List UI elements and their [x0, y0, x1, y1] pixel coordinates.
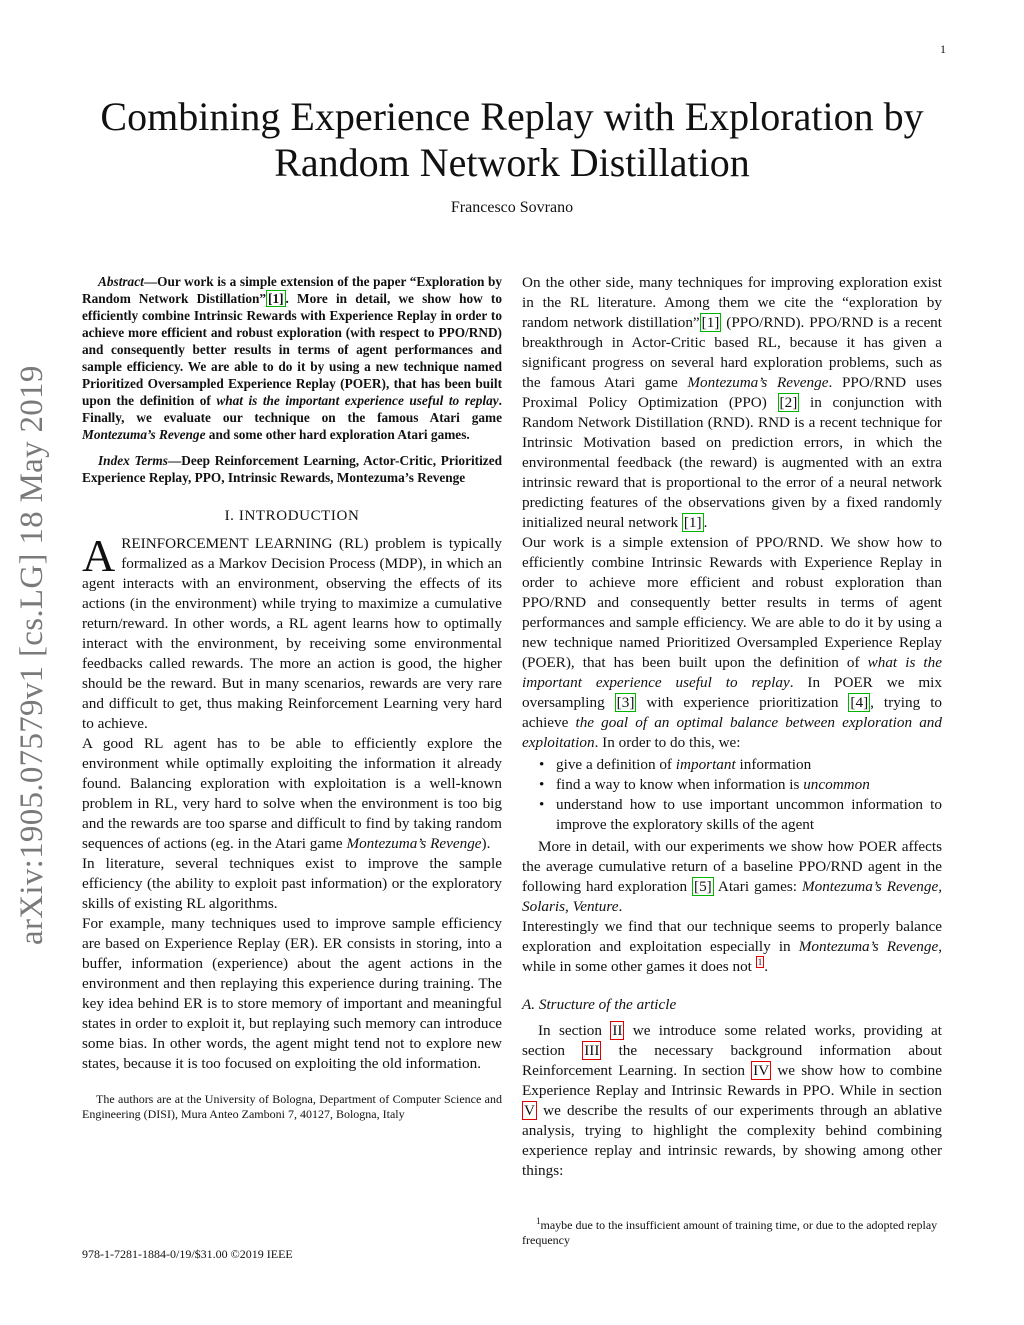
affiliation-footnote: The authors are at the University of Bologna, Department of Computer Science and Engineering (DISI), Mura Anteo Zamboni 7, 40127, Bologna, Italy	[82, 1092, 502, 1121]
body-text: .	[764, 958, 768, 975]
abstract-text: Our work is a simple extension of the paper “Exploration by Random Network Distillation”	[82, 274, 502, 306]
body-text: More in detail, with our experiments we show how POER affects the average cumulative return of a baseline PPO/RND agent in the following hard exploration	[522, 838, 942, 895]
intro-emphasis: Montezuma’s Revenge	[346, 835, 482, 852]
abstract	[82, 273, 502, 443]
section-link[interactable]: II	[612, 1022, 623, 1039]
abstract-dash: —	[143, 274, 158, 289]
citation-link[interactable]: [5]	[694, 878, 712, 895]
body-paragraph	[522, 1021, 942, 1181]
body-text: .	[618, 898, 623, 915]
citation-link[interactable]: [1]	[683, 514, 702, 531]
body-text: . In order to do this, we:	[594, 734, 741, 751]
list-emphasis: important	[675, 756, 736, 773]
body-emphasis: the goal of an optimal balance between exploration and exploitation	[522, 714, 942, 751]
paper-title: Combining Experience Replay with Exploration by Random Network Distillation	[100, 94, 924, 185]
body-text: . PPO/RND uses Proximal Policy Optimization (PPO)	[522, 374, 942, 411]
list-item	[556, 775, 942, 795]
footnote-link[interactable]: 1	[757, 956, 763, 967]
body-text: with experience prioritization	[636, 694, 849, 711]
body-text: . In POER we mix oversampling	[522, 674, 942, 711]
intro-paragraph: For example, many techniques used to improve sample efficiency are based on Experience Replay (ER). ER consists in storing, into a buffer, information (experience) about the agent actions in the environment and then replaying this experience during training. The key idea behind ER is to store memory of important and meaningful states in order to exploit it, but replaying such memory can introduce some bias. In other words, the agent might tend not to explore new states, because it is too focused on exploiting the old information.	[82, 915, 502, 1072]
index-terms-text: —Deep Reinforcement Learning, Actor-Critic, Prioritized Experience Replay, PPO, Intrinsic Rewards, Montezuma’s Revenge	[82, 453, 503, 485]
citation-link[interactable]: [1]	[268, 291, 284, 306]
abstract-label: Abstract	[98, 274, 144, 289]
body-emphasis: Montezuma’s Revenge	[798, 938, 939, 955]
citation-link[interactable]: [2]	[779, 394, 798, 411]
citation-link[interactable]: [4]	[850, 694, 869, 711]
body-text: the necessary background information about Reinforcement Learning. In section	[522, 1042, 942, 1079]
list-text: find a way to know when information is	[556, 776, 804, 793]
body-text: In section	[538, 1022, 611, 1039]
citation-link[interactable]: [1]	[701, 314, 720, 331]
section-heading: I. INTRODUCTION	[224, 508, 360, 524]
body-paragraph	[522, 273, 942, 533]
list-item: • understand how to use important uncommon information to improve the exploratory skills of the agent	[556, 795, 942, 835]
drop-cap: A	[82, 530, 116, 581]
body-paragraph	[522, 917, 942, 977]
right-column	[522, 273, 942, 1181]
section-link[interactable]: III	[584, 1042, 600, 1059]
body-emphasis: Montezuma’s Revenge	[687, 374, 829, 391]
citation-link[interactable]: [3]	[616, 694, 635, 711]
body-emphasis: Montezuma’s Revenge, Solaris, Venture	[522, 878, 942, 915]
left-column	[82, 273, 502, 1122]
body-paragraph	[522, 837, 942, 917]
intro-paragraph: In literature, several techniques exist to improve the sample efficiency (the ability to exploit past information) or the exploratory skills of existing RL algorithms.	[82, 855, 502, 912]
subsection-heading: A. Structure of the article	[522, 996, 677, 1013]
intro-paragraph	[82, 530, 502, 734]
footnote-mark: 1	[536, 1216, 541, 1226]
body-text: , trying to achieve	[522, 694, 943, 731]
abstract-emphasis: Montezuma’s Revenge	[82, 427, 206, 442]
body-text: in conjunction with Random Network Distillation (RND). RND is a recent technique for Intrinsic Motivation based on prediction errors, in which the environmental feedback (the reward) is augmented with an extra intrinsic reward that is proportional to the error of a neural network predicting features of the observations given by a fixed randomly initialized neural network	[522, 394, 942, 531]
copyright-line: 978-1-7281-1884-0/19/$31.00 ©2019 IEEE	[82, 1247, 293, 1261]
footnote-text: maybe due to the insufficient amount of training time, or due to the adopted replay frequency	[522, 1218, 938, 1247]
author-name: Francesco Sovrano	[450, 199, 574, 216]
body-emphasis: what is the important experience useful to replay	[522, 654, 942, 691]
body-text: we show how to combine Experience Replay and Intrinsic Rewards in PPO. While in section	[522, 1062, 942, 1099]
page-number: 1	[940, 42, 946, 56]
body-text: Atari games:	[713, 878, 802, 895]
intro-text: ).	[481, 835, 491, 852]
body-paragraph	[522, 533, 942, 753]
bullet-list	[522, 755, 942, 835]
abstract-text: and some other hard exploration Atari games.	[205, 427, 470, 442]
abstract-text: . Finally, we evaluate our technique on the famous Atari game	[82, 393, 502, 425]
list-text: information	[735, 756, 812, 773]
section-link[interactable]: IV	[753, 1062, 770, 1079]
body-text: Interestingly we find that our technique seems to properly balance exploration and exploitation especially in	[522, 918, 942, 955]
body-text: On the other side, many techniques for improving exploration exist in the RL literature. Among them we cite the “exploration by random network distillation”	[522, 274, 942, 331]
abstract-emphasis: what is the important experience useful to replay	[216, 393, 499, 408]
intro-text: A good RL agent has to be able to efficiently explore the environment while optimally exploiting the information it already found. Balancing exploration with exploitation is a well-known problem in RL, very hard to solve when the environment is too big and the rewards are too sparse and difficult to find by taking random sequences of actions (eg. in the Atari game	[82, 735, 502, 852]
body-text: we describe the results of our experiments through an ablative analysis, trying to highlight the complexity behind combining experience replay and intrinsic rewards, by showing among other things:	[522, 1102, 942, 1179]
abstract-text: . More in detail, we show how to efficiently combine Intrinsic Rewards with Experience Replay in order to achieve more efficient and robust exploration (with respect to PPO/RND) and consequently better results in terms of agent performances and sample efficiency. We are able to do it by using a new technique named Prioritized Oversampled Experience Replay (POER), that has been built upon the definition of	[82, 291, 502, 408]
body-text: we introduce some related works, providing at section	[522, 1022, 943, 1059]
intro-paragraph	[82, 734, 502, 854]
section-link[interactable]: V	[524, 1102, 535, 1119]
body-text: , while in some other games it does not	[522, 938, 942, 975]
index-terms	[82, 452, 502, 486]
intro-text: REINFORCEMENT LEARNING (RL) problem is typically formalized as a Markov Decision Process (MDP), in which an agent interacts with an environment, observing the effects of its actions (in the environment) while trying to maximize a cumulative return/reward. In other words, a RL agent learns how to optimally interact with the environment, by receiving some environmental feedbacks called rewards. The more an action is good, the higher should be the reward. But in many scenarios, rewards are very rare and difficult to get, thus making Reinforcement Learning very hard to achieve.	[82, 535, 502, 732]
list-text: give a definition of	[556, 756, 676, 773]
index-terms-label: Index Terms	[98, 453, 168, 468]
body-text: .	[703, 514, 708, 531]
list-item	[556, 755, 942, 775]
body-text: Our work is a simple extension of PPO/RND. We show how to efficiently combine Intrinsic Rewards with Experience Replay in order to achieve more efficient and robust exploration than PPO/RND and consequently better results in terms of agent performances and sample efficiency. We are able to do it by using a new technique named Prioritized Oversampled Experience Replay (POER), that has been built upon the definition of	[522, 534, 942, 671]
list-emphasis: uncommon	[803, 776, 870, 793]
arxiv-identifier: arXiv:1905.07579v1 [cs.LG] 18 May 2019	[14, 365, 50, 945]
replay-footnote	[522, 1218, 942, 1248]
body-text: (PPO/RND). PPO/RND is a recent breakthrough in Actor-Critic based RL, because it has given a significant progress on several hard exploration problems, such as the famous Atari game	[522, 314, 942, 391]
